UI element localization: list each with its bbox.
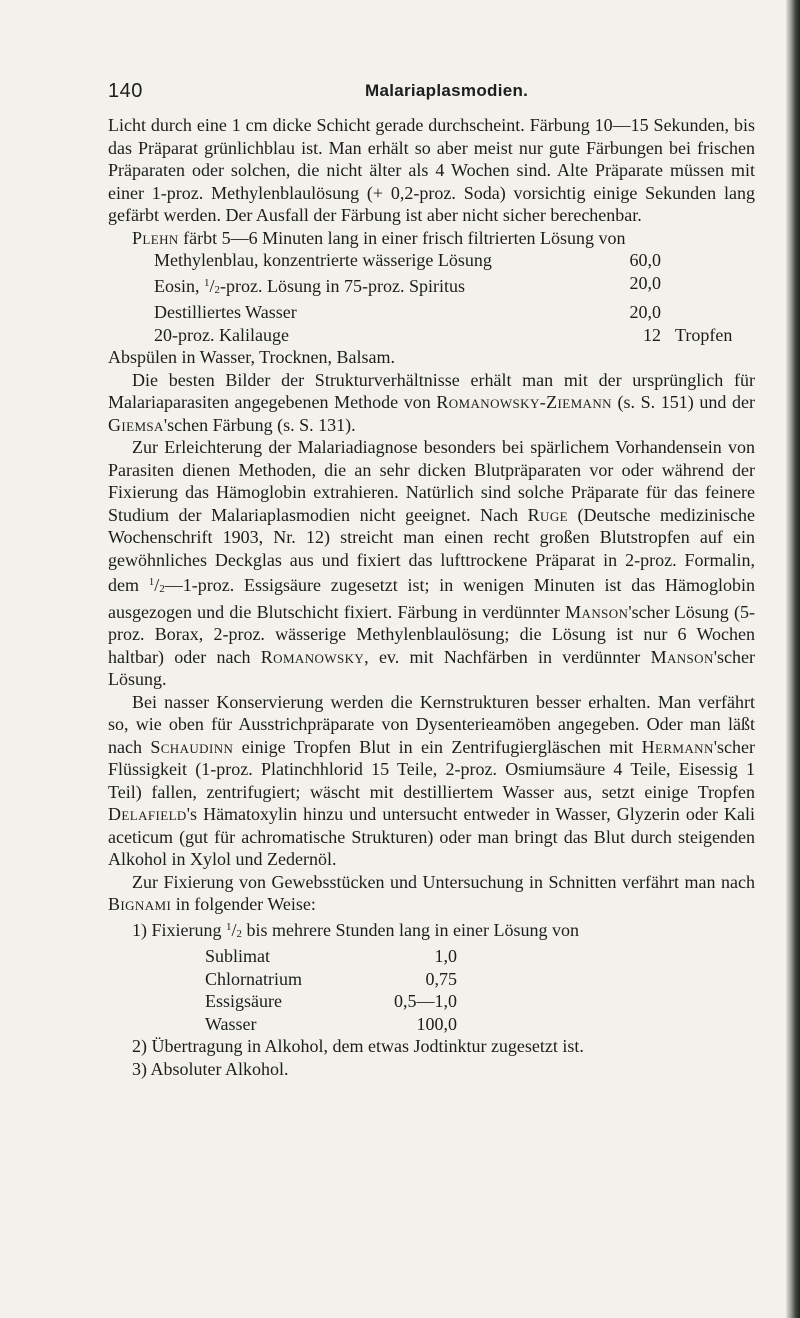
fraction-numerator: 1 xyxy=(204,276,210,289)
ingredient-amount: 60,0 xyxy=(629,250,661,270)
author-ruge: Ruge xyxy=(527,504,568,525)
author-manson: Manson xyxy=(565,601,629,622)
text-run: Zur Fixierung von Gewebsstücken und Untersuchung in Schnitten verfährt man nach xyxy=(132,871,755,892)
recipe-row xyxy=(154,272,732,302)
ingredient-name: Destilliertes Wasser xyxy=(154,302,297,322)
fraction-denominator: 2 xyxy=(236,927,243,940)
text-run: Zur Erleichterung der Malariadiagnose besonders bei spärlichem Vorhandensein von Parasiten dienen Methoden, die an sehr dicken Blutpräparaten vor oder während der Fixierung das Hämoglobin extrahieren. Natürlich sind solche Präparate für das feinere Studium der Malariaplasmodien nicht geeignet. Nach xyxy=(108,437,755,525)
author-romanowsky-ziemann: Romanowsky-Ziemann xyxy=(436,392,612,412)
recipe-row xyxy=(205,945,457,968)
fraction-slash: / xyxy=(209,275,215,296)
author-delafield: Delafield xyxy=(108,804,187,824)
paragraph-wet-conservation xyxy=(108,691,755,871)
ingredient-name: Sublimat xyxy=(205,946,271,966)
ingredient-name-part: -proz. Lösung in 75-proz. Spiritus xyxy=(220,275,465,296)
paragraph-fixation xyxy=(108,871,755,916)
recipe-table-plehn xyxy=(154,249,732,346)
ingredient-amount: 12 xyxy=(643,324,661,345)
author-manson: Manson xyxy=(650,646,714,667)
paragraph-1: Licht durch eine 1 cm dicke Schicht gerade durchscheint. Färbung 10—15 Sekunden, bis das Präparat grünlichblau ist. Man erhält so aber meist nur gute Färbungen bei frischen Präparaten oder solchen, die nicht älter als 4 Wochen sind. Alte Präparate müssen mit einer 1-proz. Methylenblaulösung (+ 0,2-proz. Soda) vorsichtig einige Sekunden lang gefärbt werden. Der Ausfall der Färbung ist aber nicht sicher berechenbar. xyxy=(108,115,755,225)
ingredient-name: Wasser xyxy=(205,1013,257,1034)
step-1 xyxy=(132,916,755,946)
author-giemsa: Giemsa xyxy=(108,414,164,435)
text-run: 'scher Lösung (5-proz. Borax, 2-proz. wässerige Methylenblaulösung; die Lösung ist nur 6 Wochen haltbar) oder nach xyxy=(108,601,755,667)
recipe-row xyxy=(154,301,732,324)
ingredient-unit: Tropfen xyxy=(675,324,733,345)
text-run: 'scher Lösung. xyxy=(108,646,755,689)
text-run: Die besten Bilder der Strukturverhältnisse erhält man mit der ursprünglich für Malariaparasiten angegebenen Methode von xyxy=(108,369,755,412)
page-number: 140 xyxy=(108,80,143,102)
paragraph-structures xyxy=(108,369,755,437)
ingredient-amount: 100,0 xyxy=(416,1013,457,1034)
fraction-denominator: 2 xyxy=(159,583,165,595)
ingredient-unit xyxy=(661,249,732,272)
book-binding-edge xyxy=(786,0,800,1318)
ingredient-name: Chlornatrium xyxy=(205,968,302,989)
paragraph-plehn xyxy=(108,227,755,250)
step-3: 3) Absoluter Alkohol. xyxy=(132,1058,289,1079)
text-run: Bei nasser Konservierung werden die Kernstrukturen besser erhalten. Man verfährt so, wie oben für Ausstrichpräparate von Dysenterieamöben angegeben. Oder man läßt nach xyxy=(108,691,755,757)
body-text xyxy=(108,114,755,1080)
author-romanowsky: Romanowsky xyxy=(260,646,365,667)
text-run: in folgender Weise: xyxy=(171,894,316,914)
recipe-row xyxy=(154,324,732,347)
ingredient-unit xyxy=(661,301,732,324)
fraction-slash: / xyxy=(154,575,160,595)
text-run: 'schen Färbung (s. S. 131). xyxy=(163,414,356,435)
ingredient-amount: 0,5—1,0 xyxy=(394,991,457,1011)
text-run: 's Hämatoxylin hinzu und untersucht entweder in Wasser, Glyzerin oder Kali aceticum (gut für achromatische Strukturen) oder man bringt das Blut durch steigenden Alkohol in Xylol und Zedernöl. xyxy=(108,804,755,869)
text-run: einige Tropfen Blut in ein Zentrifugiergläschen mit xyxy=(233,736,642,757)
paragraph-rinse: Abspülen in Wasser, Trocknen, Balsam. xyxy=(108,347,395,367)
author-hermann: Hermann xyxy=(641,736,714,757)
ingredient-name: 20-proz. Kalilauge xyxy=(154,324,289,345)
recipe-row xyxy=(205,968,457,991)
step-2: 2) Übertragung in Alkohol, dem etwas Jodtinktur zugesetzt ist. xyxy=(132,1036,584,1056)
fraction-denominator: 2 xyxy=(214,283,221,296)
text-run: bis mehrere Stunden lang in einer Lösung von xyxy=(242,919,579,940)
paragraph-diagnosis xyxy=(108,436,755,691)
ingredient-amount: 20,0 xyxy=(629,272,661,293)
text-run: (s. S. 151) und der xyxy=(611,392,755,412)
recipe-table-bignami xyxy=(205,945,457,1035)
text-run: (Deutsche medizinische Wochenschrift 1903, Nr. 12) streicht man einen recht großen Blutstropfen auf ein gewöhnliches Deckglas aus und fixiert das lufttrockene Präparat in 2-proz. Formalin, dem xyxy=(108,504,756,595)
ingredient-amount: 0,75 xyxy=(425,968,457,989)
text-run: 'scher Flüssigkeit (1-proz. Platinchhlorid 15 Teile, 2-proz. Osmiumsäure 4 Teile, Eisessig 1 Teil) fallen, zentrifugiert; wäscht mit destilliertem Wasser aus, setzt einige Tropfen xyxy=(108,736,755,802)
ingredient-name: Essigsäure xyxy=(205,991,282,1011)
recipe-row xyxy=(205,990,457,1013)
running-head: Malariaplasmodien. xyxy=(365,81,529,100)
text-run: 1) Fixierung xyxy=(132,919,226,940)
author-schaudinn: Schaudinn xyxy=(150,736,234,757)
ingredient-amount: 20,0 xyxy=(629,302,661,322)
page-header xyxy=(108,80,758,104)
ingredient-name: Methylenblau, konzentrierte wässerige Lösung xyxy=(154,250,492,270)
ingredient-unit xyxy=(661,272,732,302)
text-run: —1-proz. Essigsäure zugesetzt ist; in wenigen Minuten ist das Hämoglobin ausgezogen und die Blutschicht fixiert. Färbung in verdünnter xyxy=(108,575,755,622)
fraction-slash: / xyxy=(231,919,237,940)
fraction-numerator: 1 xyxy=(226,920,232,933)
fraction-numerator: 1 xyxy=(148,576,155,588)
ingredient-amount: 1,0 xyxy=(434,946,457,966)
ingredient-name-part: Eosin, xyxy=(154,275,205,296)
author-plehn: Plehn xyxy=(132,227,179,248)
recipe-row xyxy=(154,249,732,272)
author-bignami: Bignami xyxy=(108,894,172,914)
text-run: , ev. mit Nachfärben in verdünnter xyxy=(364,646,651,667)
ingredient-name xyxy=(154,272,621,302)
paragraph-plehn-text: färbt 5—6 Minuten lang in einer frisch filtrierten Lösung von xyxy=(178,227,626,248)
recipe-row xyxy=(205,1013,457,1036)
